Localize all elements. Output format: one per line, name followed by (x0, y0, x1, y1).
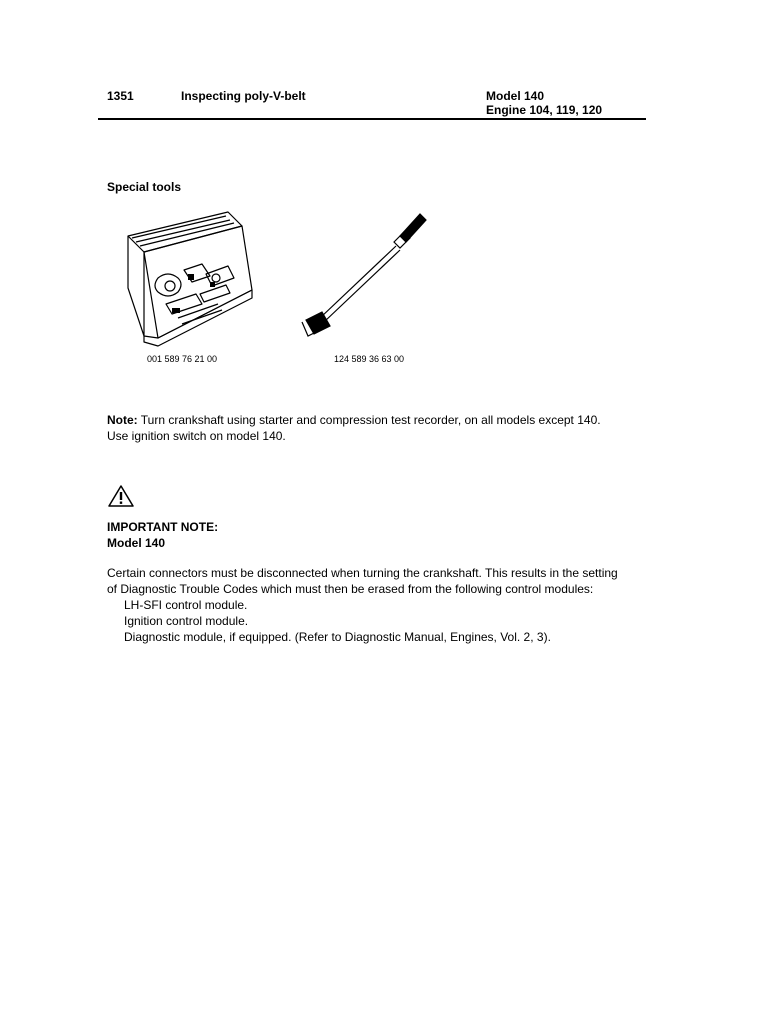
note-paragraph (107, 412, 667, 444)
note-line: Use ignition switch on model 140. (107, 429, 286, 443)
module-list-item: LH-SFI control module. (124, 598, 248, 612)
compression-test-recorder-case-icon (118, 208, 258, 348)
warning-triangle-icon (107, 484, 135, 508)
important-line: Certain connectors must be disconnected when turning the crankshaft. This results in the setting (107, 566, 618, 580)
header-rule (98, 118, 646, 120)
engine-label: Engine 104, 119, 120 (486, 103, 603, 117)
section-number: 1351 (107, 89, 134, 103)
important-model: Model 140 (107, 536, 166, 550)
important-heading: IMPORTANT NOTE: (107, 520, 219, 534)
page-title: Inspecting poly-V-belt (181, 89, 306, 103)
long-handle-tool-icon (296, 208, 431, 343)
tool-part-number: 124 589 36 63 00 (334, 354, 405, 364)
model-label: Model 140 (486, 89, 545, 103)
note-line: Turn crankshaft using starter and compression test recorder, on all models except 140. (137, 413, 601, 427)
tool-part-number: 001 589 76 21 00 (147, 354, 218, 364)
module-list-item: Diagnostic module, if equipped. (Refer to Diagnostic Manual, Engines, Vol. 2, 3). (124, 630, 551, 644)
important-line: of Diagnostic Trouble Codes which must then be erased from the following control modules: (107, 582, 594, 596)
module-list-item: Ignition control module. (124, 614, 249, 628)
special-tools-heading: Special tools (107, 180, 182, 194)
note-label: Note: (107, 413, 138, 427)
important-paragraph (107, 565, 687, 645)
